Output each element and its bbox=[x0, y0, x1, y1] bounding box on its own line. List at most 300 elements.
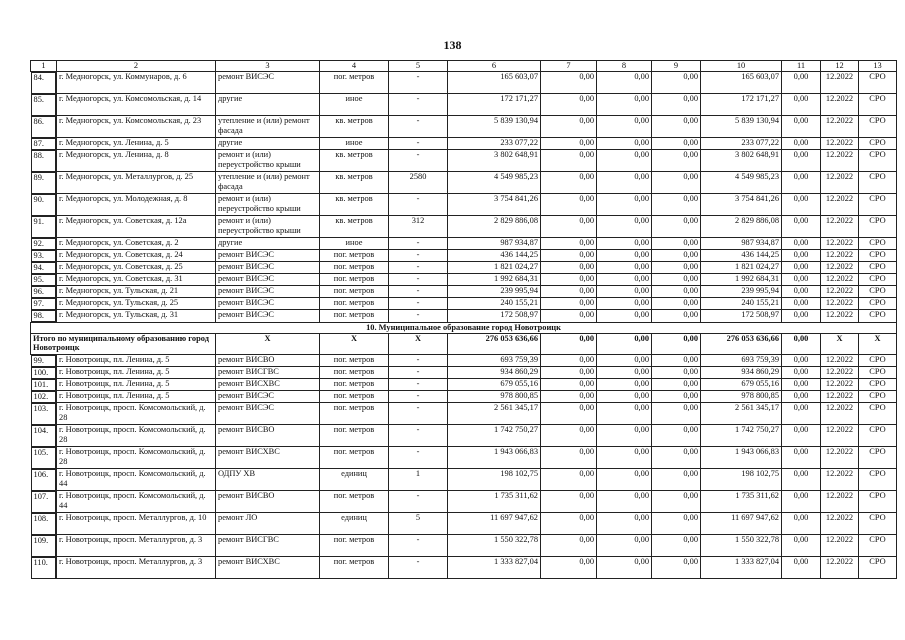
total-cost-cell: 1 333 827,04 bbox=[448, 557, 541, 579]
budget-cost-cell: 0,00 bbox=[597, 469, 652, 491]
organization-cell: СРО bbox=[859, 216, 897, 238]
quantity-cell: - bbox=[389, 354, 448, 367]
work-type-cell: ремонт ВИСГВС bbox=[216, 535, 320, 557]
fund-cost-cell: 0,00 bbox=[541, 310, 597, 323]
completion-date-cell: 12.2022 bbox=[821, 238, 859, 250]
address-cell: г. Медногорск, ул. Ленина, д. 5 bbox=[57, 138, 216, 150]
work-type-cell: утепление и (или) ремонт фасада bbox=[216, 172, 320, 194]
organization-cell: СРО bbox=[859, 379, 897, 391]
other-cost-cell: 0,00 bbox=[782, 138, 821, 150]
unit-cell: пог. метров bbox=[320, 391, 389, 403]
fund-cost-cell: 0,00 bbox=[541, 94, 597, 116]
quantity-cell: - bbox=[389, 367, 448, 379]
work-type-cell: ремонт ВИСЭС bbox=[216, 286, 320, 298]
total-cost-cell: 1 821 024,27 bbox=[448, 262, 541, 274]
unit-cell: пог. метров bbox=[320, 491, 389, 513]
unit-cell: кв. метров bbox=[320, 216, 389, 238]
completion-date-cell: 12.2022 bbox=[821, 425, 859, 447]
address-cell: г. Новотроицк, пл. Ленина, д. 5 bbox=[57, 367, 216, 379]
completion-date-cell: 12.2022 bbox=[821, 150, 859, 172]
row-number-cell: 97. bbox=[31, 298, 57, 310]
address-cell: г. Медногорск, ул. Советская, д. 25 bbox=[57, 262, 216, 274]
table-row bbox=[31, 116, 897, 138]
budget-cost-cell: 0,00 bbox=[597, 535, 652, 557]
organization-cell: СРО bbox=[859, 447, 897, 469]
row-number-cell: 99. bbox=[31, 355, 57, 367]
address-cell: г. Медногорск, ул. Тульская, д. 25 bbox=[57, 298, 216, 310]
owners-cost-cell: 2 561 345,17 bbox=[701, 403, 782, 425]
total-cost-cell: 5 839 130,94 bbox=[448, 116, 541, 138]
local-cost-cell: 0,00 bbox=[652, 403, 701, 425]
other-cost-cell: 0,00 bbox=[782, 94, 821, 116]
local-cost-cell: 0,00 bbox=[652, 250, 701, 262]
total-x13-cell: X bbox=[859, 333, 897, 354]
address-cell: г. Новотроицк, просп. Металлургов, д. 10 bbox=[57, 513, 216, 535]
address-cell: г. Новотроицк, пл. Ленина, д. 5 bbox=[57, 379, 216, 391]
address-cell: г. Медногорск, ул. Комсомольская, д. 14 bbox=[57, 94, 216, 116]
col-header: 3 bbox=[216, 61, 320, 72]
quantity-cell: - bbox=[389, 194, 448, 216]
fund-cost-cell: 0,00 bbox=[541, 491, 597, 513]
other-cost-cell: 0,00 bbox=[782, 71, 821, 94]
row-number-cell: 105. bbox=[31, 447, 57, 469]
organization-cell: СРО bbox=[859, 491, 897, 513]
table-row bbox=[31, 274, 897, 286]
row-number-cell: 95. bbox=[31, 274, 57, 286]
owners-cost-cell: 978 800,85 bbox=[701, 391, 782, 403]
total-cost-cell: 233 077,22 bbox=[448, 138, 541, 150]
local-cost-cell: 0,00 bbox=[652, 172, 701, 194]
organization-cell: СРО bbox=[859, 310, 897, 323]
row-number-cell: 106. bbox=[31, 469, 57, 491]
other-cost-cell: 0,00 bbox=[782, 513, 821, 535]
other-cost-cell: 0,00 bbox=[782, 116, 821, 138]
work-type-cell: ремонт и (или) переустройство крыши bbox=[216, 194, 320, 216]
unit-cell: кв. метров bbox=[320, 116, 389, 138]
unit-cell: пог. метров bbox=[320, 298, 389, 310]
owners-cost-cell: 1 943 066,83 bbox=[701, 447, 782, 469]
address-cell: г. Медногорск, ул. Ленина, д. 8 bbox=[57, 150, 216, 172]
completion-date-cell: 12.2022 bbox=[821, 379, 859, 391]
local-cost-cell: 0,00 bbox=[652, 286, 701, 298]
address-cell: г. Новотроицк, просп. Комсомольский, д. 44 bbox=[57, 491, 216, 513]
budget-cost-cell: 0,00 bbox=[597, 513, 652, 535]
fund-cost-cell: 0,00 bbox=[541, 469, 597, 491]
organization-cell: СРО bbox=[859, 286, 897, 298]
other-cost-cell: 0,00 bbox=[782, 447, 821, 469]
table-row bbox=[31, 310, 897, 323]
owners-cost-cell: 2 829 886,08 bbox=[701, 216, 782, 238]
work-type-cell: ремонт и (или) переустройство крыши bbox=[216, 150, 320, 172]
owners-cost-cell: 1 735 311,62 bbox=[701, 491, 782, 513]
owners-cost-cell: 11 697 947,62 bbox=[701, 513, 782, 535]
row-number-cell: 91. bbox=[31, 216, 57, 238]
budget-cost-cell: 0,00 bbox=[597, 172, 652, 194]
work-type-cell: ремонт ВИСЭС bbox=[216, 274, 320, 286]
col-header: 6 bbox=[448, 61, 541, 72]
row-number-cell: 102. bbox=[31, 391, 57, 403]
owners-cost-cell: 240 155,21 bbox=[701, 298, 782, 310]
completion-date-cell: 12.2022 bbox=[821, 354, 859, 367]
address-cell: г. Медногорск, ул. Металлургов, д. 25 bbox=[57, 172, 216, 194]
organization-cell: СРО bbox=[859, 94, 897, 116]
other-cost-cell: 0,00 bbox=[782, 367, 821, 379]
table-row bbox=[31, 94, 897, 116]
table-row bbox=[31, 150, 897, 172]
fund-cost-cell: 0,00 bbox=[541, 425, 597, 447]
work-type-cell: ремонт ВИСВО bbox=[216, 491, 320, 513]
table-row bbox=[31, 491, 897, 513]
local-cost-cell: 0,00 bbox=[652, 425, 701, 447]
row-number-cell: 98. bbox=[31, 310, 57, 322]
table-row bbox=[31, 403, 897, 425]
unit-cell: кв. метров bbox=[320, 150, 389, 172]
address-cell: г. Новотроицк, просп. Комсомольский, д. 44 bbox=[57, 469, 216, 491]
table-row bbox=[31, 238, 897, 250]
address-cell: г. Новотроицк, просп. Комсомольский, д. 28 bbox=[57, 447, 216, 469]
budget-cost-cell: 0,00 bbox=[597, 403, 652, 425]
work-type-cell: другие bbox=[216, 238, 320, 250]
organization-cell: СРО bbox=[859, 557, 897, 579]
local-cost-cell: 0,00 bbox=[652, 447, 701, 469]
completion-date-cell: 12.2022 bbox=[821, 310, 859, 323]
total-cost-cell: 3 754 841,26 bbox=[448, 194, 541, 216]
table-row bbox=[31, 557, 897, 579]
unit-cell: пог. метров bbox=[320, 250, 389, 262]
local-cost-cell: 0,00 bbox=[652, 274, 701, 286]
budget-cost-cell: 0,00 bbox=[597, 354, 652, 367]
work-type-cell: ремонт ВИСЭС bbox=[216, 71, 320, 94]
other-cost-cell: 0,00 bbox=[782, 391, 821, 403]
total-cost-cell: 978 800,85 bbox=[448, 391, 541, 403]
organization-cell: СРО bbox=[859, 425, 897, 447]
organization-cell: СРО bbox=[859, 469, 897, 491]
completion-date-cell: 12.2022 bbox=[821, 469, 859, 491]
total-cost-cell: 934 860,29 bbox=[448, 367, 541, 379]
total-cost-cell: 172 171,27 bbox=[448, 94, 541, 116]
completion-date-cell: 12.2022 bbox=[821, 216, 859, 238]
fund-cost-cell: 0,00 bbox=[541, 274, 597, 286]
fund-cost-cell: 0,00 bbox=[541, 535, 597, 557]
table-row bbox=[31, 138, 897, 150]
other-cost-cell: 0,00 bbox=[782, 274, 821, 286]
other-cost-cell: 0,00 bbox=[782, 425, 821, 447]
work-type-cell: ремонт ВИСЭС bbox=[216, 310, 320, 323]
quantity-cell: - bbox=[389, 491, 448, 513]
work-type-cell: ремонт и (или) переустройство крыши bbox=[216, 216, 320, 238]
completion-date-cell: 12.2022 bbox=[821, 71, 859, 94]
organization-cell: СРО bbox=[859, 274, 897, 286]
fund-cost-cell: 0,00 bbox=[541, 447, 597, 469]
total-x12-cell: X bbox=[821, 333, 859, 354]
address-cell: г. Медногорск, ул. Советская, д. 31 bbox=[57, 274, 216, 286]
row-number-cell: 85. bbox=[31, 94, 57, 116]
completion-date-cell: 12.2022 bbox=[821, 298, 859, 310]
table-row bbox=[31, 391, 897, 403]
row-number-cell: 96. bbox=[31, 286, 57, 298]
table-row bbox=[31, 379, 897, 391]
local-cost-cell: 0,00 bbox=[652, 194, 701, 216]
work-type-cell: ремонт ВИСХВС bbox=[216, 447, 320, 469]
row-number-cell: 100. bbox=[31, 367, 57, 379]
table-row bbox=[31, 535, 897, 557]
budget-cost-cell: 0,00 bbox=[597, 250, 652, 262]
fund-cost-cell: 0,00 bbox=[541, 513, 597, 535]
quantity-cell: - bbox=[389, 403, 448, 425]
total-cost-cell: 1 992 684,31 bbox=[448, 274, 541, 286]
work-type-cell: ремонт ВИСЭС bbox=[216, 298, 320, 310]
column-number-row bbox=[31, 61, 897, 72]
total-cost-cell: 239 995,94 bbox=[448, 286, 541, 298]
total-c10-cell: 276 053 636,66 bbox=[701, 333, 782, 354]
total-x5-cell: X bbox=[389, 333, 448, 354]
quantity-cell: - bbox=[389, 310, 448, 323]
organization-cell: СРО bbox=[859, 367, 897, 379]
total-c7-cell: 0,00 bbox=[541, 333, 597, 354]
col-header: 10 bbox=[701, 61, 782, 72]
table-row bbox=[31, 367, 897, 379]
local-cost-cell: 0,00 bbox=[652, 557, 701, 579]
other-cost-cell: 0,00 bbox=[782, 298, 821, 310]
unit-cell: кв. метров bbox=[320, 172, 389, 194]
quantity-cell: - bbox=[389, 250, 448, 262]
local-cost-cell: 0,00 bbox=[652, 469, 701, 491]
local-cost-cell: 0,00 bbox=[652, 379, 701, 391]
budget-cost-cell: 0,00 bbox=[597, 310, 652, 323]
section-title: 10. Муниципальное образование город Новотроицк bbox=[31, 322, 897, 333]
quantity-cell: - bbox=[389, 535, 448, 557]
quantity-cell: 1 bbox=[389, 469, 448, 491]
owners-cost-cell: 198 102,75 bbox=[701, 469, 782, 491]
budget-cost-cell: 0,00 bbox=[597, 116, 652, 138]
address-cell: г. Медногорск, ул. Тульская, д. 21 bbox=[57, 286, 216, 298]
total-cost-cell: 11 697 947,62 bbox=[448, 513, 541, 535]
row-number-cell: 88. bbox=[31, 150, 57, 172]
owners-cost-cell: 987 934,87 bbox=[701, 238, 782, 250]
local-cost-cell: 0,00 bbox=[652, 491, 701, 513]
work-type-cell: утепление и (или) ремонт фасада bbox=[216, 116, 320, 138]
quantity-cell: - bbox=[389, 379, 448, 391]
completion-date-cell: 12.2022 bbox=[821, 367, 859, 379]
other-cost-cell: 0,00 bbox=[782, 216, 821, 238]
other-cost-cell: 0,00 bbox=[782, 469, 821, 491]
row-number-cell: 93. bbox=[31, 250, 57, 262]
local-cost-cell: 0,00 bbox=[652, 298, 701, 310]
work-type-cell: ремонт ВИСВО bbox=[216, 425, 320, 447]
col-header: 9 bbox=[652, 61, 701, 72]
total-cost-cell: 2 561 345,17 bbox=[448, 403, 541, 425]
budget-cost-cell: 0,00 bbox=[597, 298, 652, 310]
fund-cost-cell: 0,00 bbox=[541, 71, 597, 94]
owners-cost-cell: 1 821 024,27 bbox=[701, 262, 782, 274]
owners-cost-cell: 1 333 827,04 bbox=[701, 557, 782, 579]
work-type-cell: ремонт ЛО bbox=[216, 513, 320, 535]
total-cost-cell: 1 943 066,83 bbox=[448, 447, 541, 469]
organization-cell: СРО bbox=[859, 403, 897, 425]
budget-cost-cell: 0,00 bbox=[597, 286, 652, 298]
col-header: 2 bbox=[57, 61, 216, 72]
quantity-cell: - bbox=[389, 425, 448, 447]
completion-date-cell: 12.2022 bbox=[821, 447, 859, 469]
budget-cost-cell: 0,00 bbox=[597, 238, 652, 250]
row-number-cell: 84. bbox=[31, 72, 57, 94]
quantity-cell: - bbox=[389, 447, 448, 469]
fund-cost-cell: 0,00 bbox=[541, 138, 597, 150]
row-number-cell: 107. bbox=[31, 491, 57, 513]
organization-cell: СРО bbox=[859, 262, 897, 274]
unit-cell: иное bbox=[320, 138, 389, 150]
budget-cost-cell: 0,00 bbox=[597, 150, 652, 172]
unit-cell: пог. метров bbox=[320, 310, 389, 323]
table-row bbox=[31, 216, 897, 238]
address-cell: г. Новотроицк, просп. Металлургов, д. 3 bbox=[57, 535, 216, 557]
owners-cost-cell: 934 860,29 bbox=[701, 367, 782, 379]
unit-cell: пог. метров bbox=[320, 425, 389, 447]
organization-cell: СРО bbox=[859, 513, 897, 535]
col-header: 12 bbox=[821, 61, 859, 72]
quantity-cell: - bbox=[389, 391, 448, 403]
row-number-cell: 87. bbox=[31, 138, 57, 150]
owners-cost-cell: 1 742 750,27 bbox=[701, 425, 782, 447]
total-cost-cell: 172 508,97 bbox=[448, 310, 541, 323]
other-cost-cell: 0,00 bbox=[782, 354, 821, 367]
unit-cell: иное bbox=[320, 94, 389, 116]
quantity-cell: - bbox=[389, 286, 448, 298]
organization-cell: СРО bbox=[859, 354, 897, 367]
quantity-cell: - bbox=[389, 138, 448, 150]
col-header: 8 bbox=[597, 61, 652, 72]
address-cell: г. Медногорск, ул. Тульская, д. 31 bbox=[57, 310, 216, 323]
owners-cost-cell: 436 144,25 bbox=[701, 250, 782, 262]
unit-cell: единиц bbox=[320, 469, 389, 491]
quantity-cell: 312 bbox=[389, 216, 448, 238]
quantity-cell: - bbox=[389, 298, 448, 310]
total-cost-cell: 2 829 886,08 bbox=[448, 216, 541, 238]
address-cell: г. Новотроицк, просп. Комсомольский, д. 28 bbox=[57, 425, 216, 447]
work-type-cell: другие bbox=[216, 138, 320, 150]
address-cell: г. Новотроицк, пл. Ленина, д. 5 bbox=[57, 354, 216, 367]
fund-cost-cell: 0,00 bbox=[541, 367, 597, 379]
work-type-cell: ремонт ВИСХВС bbox=[216, 557, 320, 579]
fund-cost-cell: 0,00 bbox=[541, 172, 597, 194]
budget-cost-cell: 0,00 bbox=[597, 216, 652, 238]
address-cell: г. Медногорск, ул. Комсомольская, д. 23 bbox=[57, 116, 216, 138]
other-cost-cell: 0,00 bbox=[782, 286, 821, 298]
unit-cell: пог. метров bbox=[320, 274, 389, 286]
owners-cost-cell: 239 995,94 bbox=[701, 286, 782, 298]
owners-cost-cell: 172 508,97 bbox=[701, 310, 782, 323]
other-cost-cell: 0,00 bbox=[782, 403, 821, 425]
completion-date-cell: 12.2022 bbox=[821, 286, 859, 298]
other-cost-cell: 0,00 bbox=[782, 557, 821, 579]
quantity-cell: - bbox=[389, 150, 448, 172]
unit-cell: пог. метров bbox=[320, 535, 389, 557]
total-cost-cell: 693 759,39 bbox=[448, 354, 541, 367]
row-number-cell: 109. bbox=[31, 535, 57, 557]
fund-cost-cell: 0,00 bbox=[541, 403, 597, 425]
fund-cost-cell: 0,00 bbox=[541, 379, 597, 391]
address-cell: г. Медногорск, ул. Советская, д. 2 bbox=[57, 238, 216, 250]
total-label: Итого по муниципальному образованию город Новотроицк bbox=[31, 333, 216, 354]
municipality-total-row bbox=[31, 333, 897, 354]
total-c11-cell: 0,00 bbox=[782, 333, 821, 354]
fund-cost-cell: 0,00 bbox=[541, 391, 597, 403]
unit-cell: пог. метров bbox=[320, 286, 389, 298]
local-cost-cell: 0,00 bbox=[652, 116, 701, 138]
address-cell: г. Медногорск, ул. Советская, д. 24 bbox=[57, 250, 216, 262]
completion-date-cell: 12.2022 bbox=[821, 403, 859, 425]
organization-cell: СРО bbox=[859, 535, 897, 557]
row-number-cell: 103. bbox=[31, 403, 57, 425]
table-row bbox=[31, 298, 897, 310]
total-cost-cell: 1 550 322,78 bbox=[448, 535, 541, 557]
local-cost-cell: 0,00 bbox=[652, 262, 701, 274]
total-x3-cell: X bbox=[216, 333, 320, 354]
unit-cell: пог. метров bbox=[320, 354, 389, 367]
local-cost-cell: 0,00 bbox=[652, 391, 701, 403]
quantity-cell: - bbox=[389, 238, 448, 250]
local-cost-cell: 0,00 bbox=[652, 94, 701, 116]
total-cost-cell: 987 934,87 bbox=[448, 238, 541, 250]
unit-cell: единиц bbox=[320, 513, 389, 535]
page-number: 138 bbox=[443, 38, 462, 52]
local-cost-cell: 0,00 bbox=[652, 216, 701, 238]
unit-cell: пог. метров bbox=[320, 367, 389, 379]
budget-cost-cell: 0,00 bbox=[597, 447, 652, 469]
capital-repair-table bbox=[30, 60, 897, 579]
row-number-cell: 104. bbox=[31, 425, 57, 447]
budget-cost-cell: 0,00 bbox=[597, 262, 652, 274]
table-row bbox=[31, 172, 897, 194]
budget-cost-cell: 0,00 bbox=[597, 391, 652, 403]
completion-date-cell: 12.2022 bbox=[821, 194, 859, 216]
organization-cell: СРО bbox=[859, 238, 897, 250]
unit-cell: пог. метров bbox=[320, 447, 389, 469]
col-header: 7 bbox=[541, 61, 597, 72]
table-row bbox=[31, 425, 897, 447]
quantity-cell: - bbox=[389, 71, 448, 94]
fund-cost-cell: 0,00 bbox=[541, 194, 597, 216]
local-cost-cell: 0,00 bbox=[652, 71, 701, 94]
fund-cost-cell: 0,00 bbox=[541, 150, 597, 172]
local-cost-cell: 0,00 bbox=[652, 513, 701, 535]
col-header: 1 bbox=[31, 61, 57, 72]
section-title-row bbox=[31, 322, 897, 333]
completion-date-cell: 12.2022 bbox=[821, 262, 859, 274]
unit-cell: пог. метров bbox=[320, 557, 389, 579]
local-cost-cell: 0,00 bbox=[652, 138, 701, 150]
unit-cell: пог. метров bbox=[320, 71, 389, 94]
completion-date-cell: 12.2022 bbox=[821, 557, 859, 579]
table-row bbox=[31, 447, 897, 469]
other-cost-cell: 0,00 bbox=[782, 194, 821, 216]
work-type-cell: ремонт ВИСЭС bbox=[216, 391, 320, 403]
table-row bbox=[31, 194, 897, 216]
unit-cell: пог. метров bbox=[320, 403, 389, 425]
table-row bbox=[31, 71, 897, 94]
quantity-cell: - bbox=[389, 262, 448, 274]
total-cost-cell: 3 802 648,91 bbox=[448, 150, 541, 172]
owners-cost-cell: 679 055,16 bbox=[701, 379, 782, 391]
other-cost-cell: 0,00 bbox=[782, 310, 821, 323]
owners-cost-cell: 4 549 985,23 bbox=[701, 172, 782, 194]
fund-cost-cell: 0,00 bbox=[541, 216, 597, 238]
total-total-cell: 276 053 636,66 bbox=[448, 333, 541, 354]
total-cost-cell: 165 603,07 bbox=[448, 71, 541, 94]
completion-date-cell: 12.2022 bbox=[821, 274, 859, 286]
organization-cell: СРО bbox=[859, 71, 897, 94]
table-row bbox=[31, 354, 897, 367]
